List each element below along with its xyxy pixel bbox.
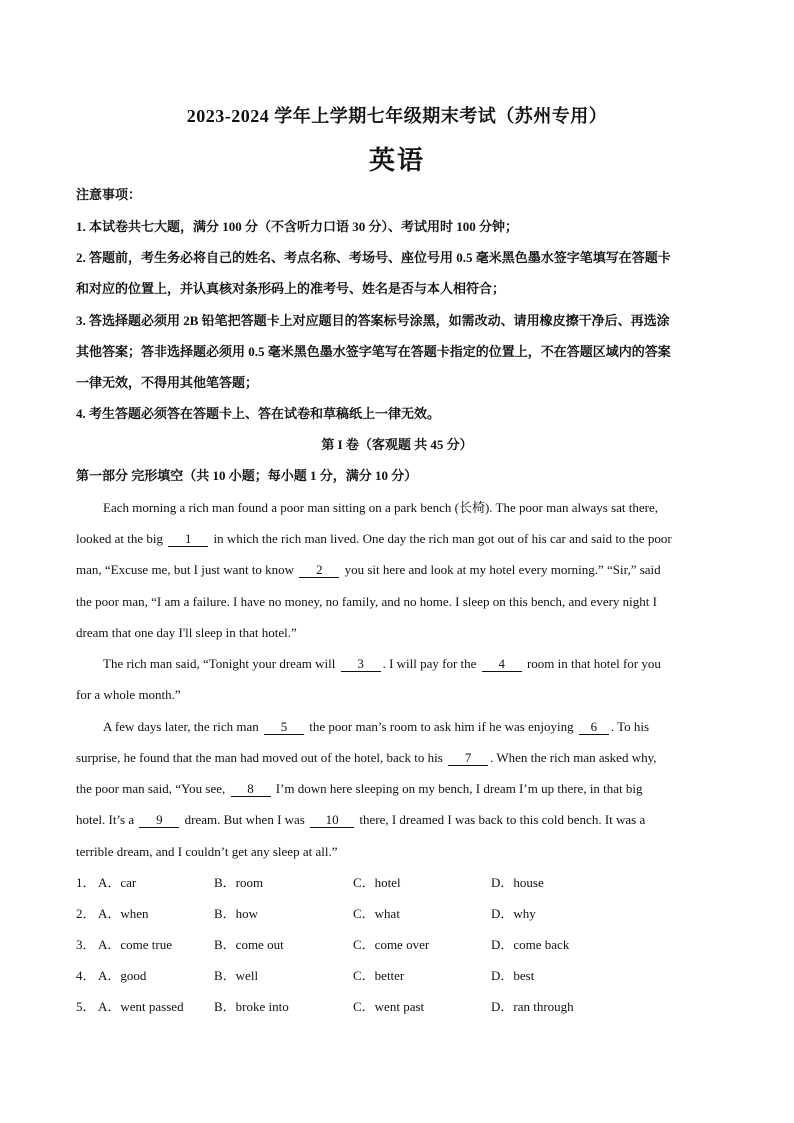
option-c[interactable]: C．come over xyxy=(353,937,430,952)
exam-title: 2023-2024 学年上学期七年级期末考试（苏州专用） xyxy=(186,106,608,126)
blank-6: 6 xyxy=(579,720,609,735)
note-item: 和对应的位置上，并认真核对条形码上的准考号、姓名是否与本人相符合； xyxy=(76,281,506,296)
blank-2: 2 xyxy=(299,563,339,578)
question-number: 4． xyxy=(76,968,96,983)
option-d[interactable]: D．come back xyxy=(491,937,570,952)
option-a[interactable]: A．good xyxy=(98,968,147,983)
passage-line: surprise, he found that the man had moved out of the hotel, back to his 7 . When the rich man asked why, xyxy=(76,750,657,765)
option-b[interactable]: B．how xyxy=(214,906,259,921)
passage-line: hotel. It’s a 9 dream. But when I was 10 there, I dreamed I was back to this cold bench. It was a xyxy=(76,812,646,827)
note-item: 1. 本试卷共七大题，满分 100 分（不含听力口语 30 分）、考试用时 100 分钟； xyxy=(76,219,519,234)
volume-heading: 第 I 卷（客观题 共 45 分） xyxy=(321,437,473,452)
note-item: 2. 答题前，考生务必将自己的姓名、考点名称、考场号、座位号用 0.5 毫米黑色墨水签字笔填写在答题卡 xyxy=(76,250,671,265)
option-b[interactable]: B．well xyxy=(214,968,259,983)
passage-line: terrible dream, and I couldn’t get any sleep at all.” xyxy=(76,844,338,859)
passage-line: looked at the big 1 in which the rich man lived. One day the rich man got out of his car and said to the poor xyxy=(76,531,672,546)
question-number: 3． xyxy=(76,937,96,952)
note-item: 一律无效，不得用其他笔答题； xyxy=(76,375,259,390)
passage-line: man, “Excuse me, but I just want to know 2 you sit here and look at my hotel every morning.” “Sir,” said xyxy=(76,562,661,577)
passage-line: the poor man said, “You see, 8 I’m down here sleeping on my bench, I dream I’m up there, in that big xyxy=(76,781,643,796)
option-d[interactable]: D．house xyxy=(491,875,544,890)
option-d[interactable]: D．why xyxy=(491,906,536,921)
note-item: 4. 考生答题必须答在答题卡上、答在试卷和草稿纸上一律无效。 xyxy=(76,406,441,421)
option-a[interactable]: A．when xyxy=(98,906,149,921)
question-number: 1． xyxy=(76,875,96,890)
blank-9: 9 xyxy=(139,813,179,828)
passage-line: for a whole month.” xyxy=(76,687,181,702)
option-a[interactable]: A．come true xyxy=(98,937,173,952)
blank-4: 4 xyxy=(482,657,522,672)
part-heading: 第一部分 完形填空（共 10 小题；每小题 1 分，满分 10 分） xyxy=(76,468,418,483)
note-item: 其他答案；答非选择题必须用 0.5 毫米黑色墨水签字笔写在答题卡指定的位置上，不在答题区域内的答案 xyxy=(76,344,671,359)
passage-line: The rich man said, “Tonight your dream will 3 . I will pay for the 4 room in that hotel for you xyxy=(103,656,661,671)
blank-1: 1 xyxy=(168,532,208,547)
option-c[interactable]: C．went past xyxy=(353,999,425,1014)
blank-8: 8 xyxy=(231,782,271,797)
blank-7: 7 xyxy=(448,751,488,766)
option-b[interactable]: B．room xyxy=(214,875,264,890)
option-c[interactable]: C．what xyxy=(353,906,400,921)
passage-line: dream that one day I'll sleep in that hotel.” xyxy=(76,625,297,640)
note-item: 3. 答选择题必须用 2B 铅笔把答题卡上对应题目的答案标号涂黑，如需改动、请用橡皮擦干净后、再选涂 xyxy=(76,313,670,328)
option-d[interactable]: D．ran through xyxy=(491,999,574,1014)
option-b[interactable]: B．come out xyxy=(214,937,284,952)
blank-5: 5 xyxy=(264,720,304,735)
passage-line: A few days later, the rich man 5 the poor man’s room to ask him if he was enjoying 6 . To his xyxy=(103,719,650,734)
notes-heading: 注意事项： xyxy=(76,187,142,202)
subject-title: 英语 xyxy=(368,146,425,175)
option-c[interactable]: C．hotel xyxy=(353,875,401,890)
blank-10: 10 xyxy=(310,813,354,828)
option-d[interactable]: D．best xyxy=(491,968,535,983)
option-a[interactable]: A．car xyxy=(98,875,137,890)
question-number: 2． xyxy=(76,906,96,921)
passage-line: the poor man, “I am a failure. I have no money, no family, and no home. I sleep on this bench, and every night I xyxy=(76,594,657,609)
option-c[interactable]: C．better xyxy=(353,968,405,983)
question-number: 5． xyxy=(76,999,96,1014)
blank-3: 3 xyxy=(341,657,381,672)
option-b[interactable]: B．broke into xyxy=(214,999,289,1014)
option-a[interactable]: A．went passed xyxy=(98,999,184,1014)
passage-line: Each morning a rich man found a poor man sitting on a park bench (长椅). The poor man always sat there, xyxy=(103,500,658,515)
